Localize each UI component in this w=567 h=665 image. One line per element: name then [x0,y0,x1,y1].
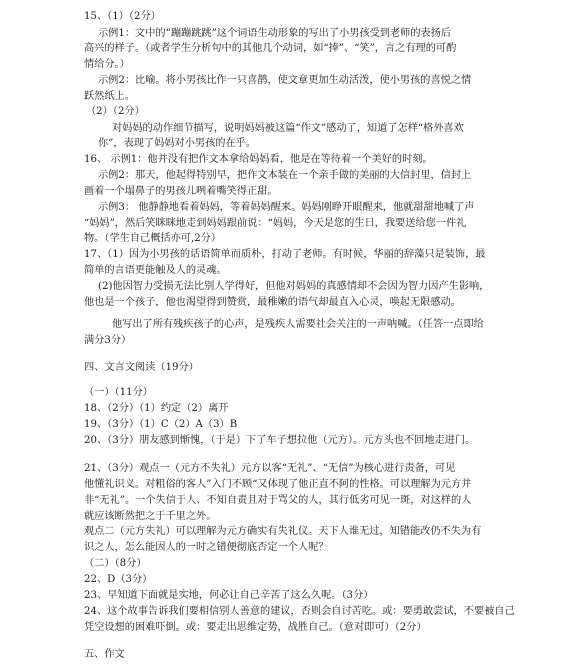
text-line: 他懂礼识义。对粗俗的客人”入门不顾“又体现了他正直不阿的性格。可以理解为元方并 [84,479,472,490]
text-line: 简单的言语更能触及人的灵魂。 [84,265,227,276]
text-line: 四、文言文阅读（19分） [84,362,199,373]
text-line: 他写出了所有残疾孩子的心声，是残疾人需要社会关注的一声呐喊。（任答一点即给 [112,319,484,330]
text-line: 五、作文 [84,649,125,660]
text-line: 就应该断然把之于千里之外。 [84,511,217,522]
text-line: 示例2：比喻。将小男孩比作一只喜鹊，使文章更加生动活泼，使小男孩的喜悦之情 [98,75,472,86]
text-line: （二）（8分） [84,558,147,569]
text-line: 18、（2分）（1）约定（2）离开 [84,403,229,414]
text-line: 画着一个塌鼻子的男孩儿咧着嘴笑得正甜。 [84,186,278,197]
text-line: （2）（2分） [86,106,145,117]
text-line: “妈妈”，然后笑眯眯地走到妈妈跟前说：“妈妈，今天是您的生日，我要送给您一件礼 [84,218,467,229]
text-line: 他也是一个孩子，他也渴望得到赞赏，最稚嫩的语气却最直入心灵，唤起无限感动。 [84,297,461,308]
text-line: 示例2：那天，他起得特别早，把作文本装在一个亲手做的美丽的大信封里，信封上 [98,170,472,181]
text-line: (2)他因智力受损无法比别人学得好，但他对妈妈的真感情却不会因为智力因产生影响， [98,281,490,292]
text-line: 满分3分） [84,335,132,346]
text-line: 23、早知道下面就是实地，何必让自己辛苦了这么久呢。（3分） [84,590,374,601]
text-line: 凭空设想的困难吓倒。或：要走出思维定势，战胜自己。（意对即可）（2分） [84,622,427,633]
text-line: 你”，表现了妈妈对小男孩的在乎。 [98,138,257,149]
text-line: 21、（3分）观点一（元方不失礼）元方以客“无礼”、“无信”为核心进行责备，可见 [84,463,456,474]
text-line: 情给分。） [84,59,130,70]
text-line: 20、（3分）朋友感到惭愧，（于是）下了车子想拉他（元方）。元方头也不回地走进门。 [84,435,476,446]
text-line: 17、（1）因为小男孩的话语简单而质朴，打动了老师。有时候，华丽的辞藻只是装饰，最 [84,249,486,260]
text-line: 对妈妈的动作细节描写，说明妈妈被这篇“作文”感动了，知道了怎样“格外喜欢 [112,123,464,134]
text-line: 示例1：文中的“蹦蹦跳跳”这个词语生动形象的写出了小男孩受到老师的表扬后 [98,28,452,39]
text-line: 识之人，怎么能因人的一时之错便彻底否定一个人呢？ [84,542,329,553]
text-line: 示例3： 他静静地看着妈妈，等着妈妈醒来。妈妈刚睁开眼醒来，他就甜甜地喊了声 [98,202,475,213]
text-line: 16、 示例1：他并没有把作文本拿给妈妈看，他是在等待着一个美好的时刻。 [84,154,433,165]
text-line: 15、（1）（2分） [84,11,161,22]
text-line: 非“无礼”。一个失信于人、不知自责且对于骂父的人，其行低劣可见一斑，对这样的人 [84,495,472,506]
text-line: 物。（学生自己概括亦可,2分） [84,233,222,244]
text-line: 19、（3分）（1）C（2）A（3）B [84,419,238,430]
text-line: 高兴的样子。（或者学生分析句中的其他几个动词，如“捧”、“笑”，言之有理的可酌 [84,43,457,54]
text-line: 观点二（元方失礼）可以理解为元方确实有失礼仪。天下人谁无过，知错能改仍不失为有 [84,526,482,537]
text-line: 跃然纸上。 [84,91,135,102]
text-line: （一）（11分） [84,387,153,398]
text-line: 22、D（3分） [84,574,153,585]
text-line: 24、这个故事告诉我们要相信别人善意的建议，否则会自讨苦吃。或：要勇敢尝试，不要被自己 [84,606,515,617]
